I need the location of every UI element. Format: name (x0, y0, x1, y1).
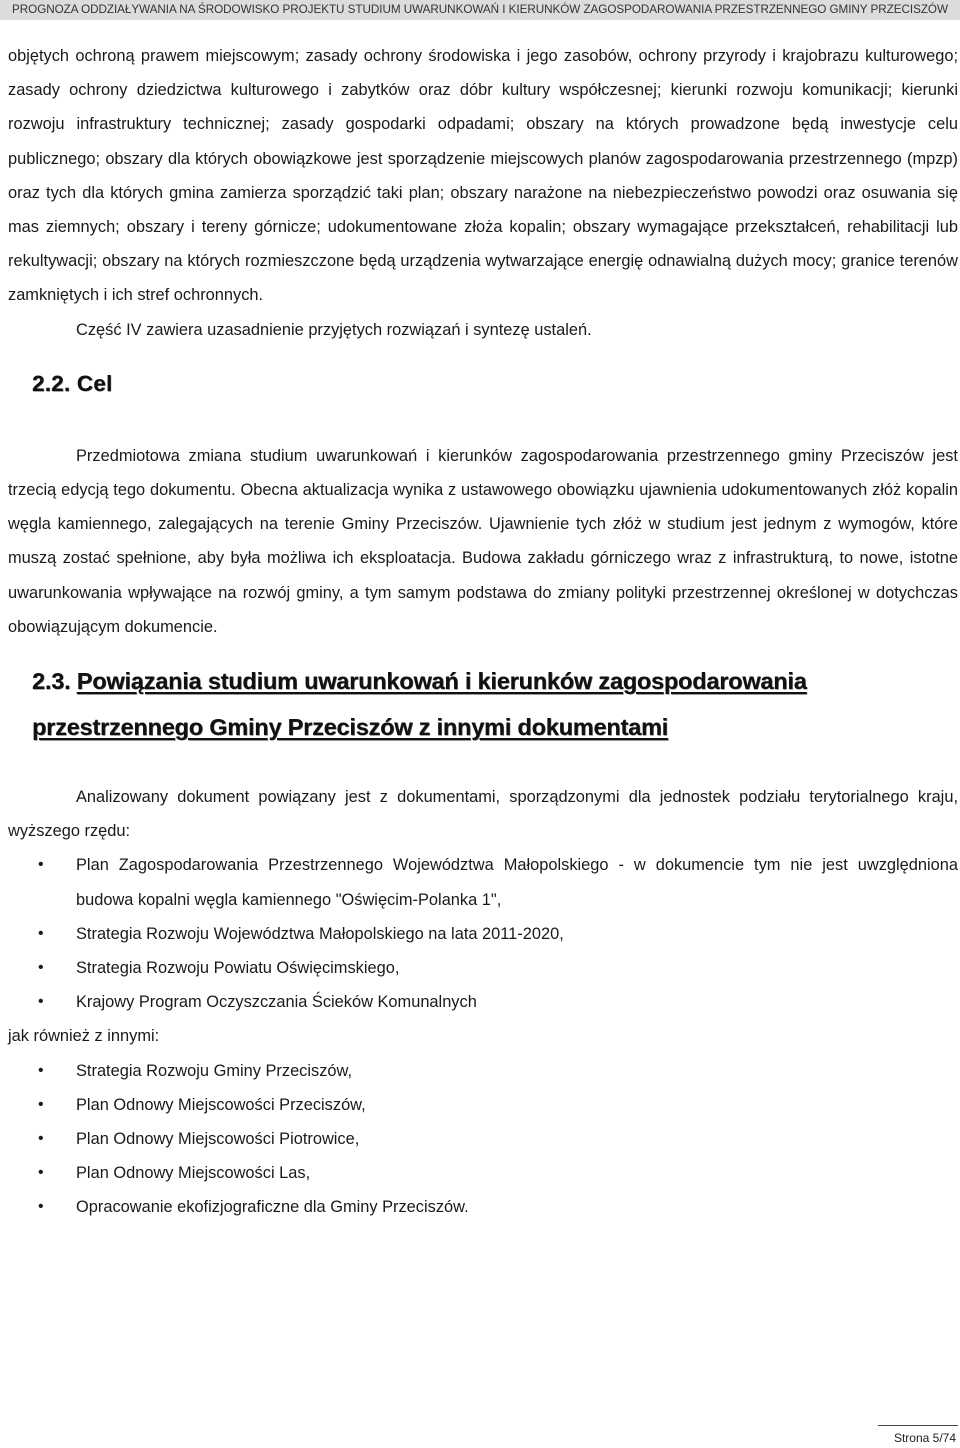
section-2-2-title: Cel (76, 370, 113, 396)
list-item-text: Plan Odnowy Miejscowości Piotrowice, (76, 1130, 360, 1149)
section-2-2-paragraph: Przedmiotowa zmiana studium uwarunkowań i kierunków zagospodarowania przestrzennego gminy Przeciszów jest trzecią edycją tego dokumentu. Obecna aktualizacja wynika z ustawowego obowiązku ujawnienia udokumentowanych złóż kopalin węgla kamiennego, zalegających na terenie Gminy Przeciszów. Ujawnienie tych złóż w studium jest jednym z wymogów, które muszą zostać spełnione, aby była możliwa ich eksploatacja. Budowa zakładu górniczego wraz z infrastrukturą, to nowe, istotne uwarunkowania wpływające na rozwój gminy, a tym samym podstawa do zmiany polityki przestrzennej określonej w dotychczas obowiązującym dokumencie. (8, 446, 958, 636)
bullet-icon: • (38, 959, 44, 977)
page-body (8, 40, 958, 1225)
list-item-text: Strategia Rozwoju Powiatu Oświęcimskiego, (76, 959, 400, 978)
list-item-text: Krajowy Program Oczyszczania Ścieków Komunalnych (76, 993, 477, 1012)
list-item-text: Strategia Rozwoju Gminy Przeciszów, (76, 1061, 353, 1080)
section-2-3-heading (8, 658, 958, 750)
other-documents-list (8, 1054, 958, 1225)
list-item (8, 917, 958, 951)
bullet-icon: • (38, 1061, 44, 1079)
section-2-3-title-line1: Powiązania studium uwarunkowań i kierunków zagospodarowania (76, 668, 807, 695)
section-2-3-number: 2.3. (32, 668, 71, 695)
list-item-text: Plan Odnowy Miejscowości Las, (76, 1164, 311, 1183)
list-item (8, 1156, 958, 1190)
footer-divider (878, 1425, 958, 1426)
list-item (8, 951, 958, 985)
intro-paragraph: objętych ochroną prawem miejscowym; zasady ochrony środowiska i jego zasobów, ochrony przyrody i krajobrazu kulturowego; zasady ochrony dziedzictwa kulturowego i zabytków oraz dóbr kultury współczesnej; kierunki rozwoju komunikacji; kierunki rozwoju infrastruktury technicznej; zasady gospodarki odpadami; obszary na których prowadzone będą inwestycje celu publicznego; obszary dla których obowiązkowe jest sporządzenie miejscowych planów zagospodarowania przestrzennego (mpzp) oraz tych dla których gmina zamierza sporządzić taki plan; obszary narażone na niebezpieczeństwo powodzi oraz osuwania się mas ziemnych; obszary i tereny górnicze; udokumentowane złoża kopalin; obszary wymagające przekształceń, rehabilitacji lub rekultywacji; obszary na których rozmieszczone będą urządzenia wytwarzające energię odnawialną dużych mocy; granice terenów zamkniętych i ich stref ochronnych. (8, 47, 958, 305)
list-item (8, 1088, 958, 1122)
section-2-2-number: 2.2. (32, 370, 71, 396)
list-item-text: Plan Zagospodarowania Przestrzennego Województwa Małopolskiego - w dokumencie tym nie jest uwzględniona budowa kopalni węgla kamiennego "Oświęcim-Polanka 1", (76, 856, 958, 909)
bullet-icon: • (38, 993, 44, 1011)
page-number: Strona 5/74 (893, 1431, 956, 1445)
higher-level-documents-list (8, 848, 958, 1019)
bullet-icon: • (38, 856, 44, 874)
section-2-3-paragraph: Analizowany dokument powiązany jest z dokumentami, sporządzonymi dla jednostek podziału terytorialnego kraju, wyższego rzędu: (8, 788, 958, 841)
list-item-text: Plan Odnowy Miejscowości Przeciszów, (76, 1095, 366, 1114)
section-2-2-heading (8, 367, 958, 401)
part-iv-paragraph: Część IV zawiera uzasadnienie przyjętych rozwiązań i syntezę ustaleń. (76, 320, 592, 339)
list-item (8, 848, 958, 916)
list-item (8, 1122, 958, 1156)
also-with-others: jak również z innymi: (8, 1027, 160, 1046)
document-header-title: PROGNOZA ODDZIAŁYWANIA NA ŚRODOWISKO PROJEKTU STUDIUM UWARUNKOWAŃ I KIERUNKÓW ZAGOSPODAROWANIA PRZESTRZENNEGO GMINY PRZECISZÓW (12, 3, 948, 16)
bullet-icon: • (38, 1198, 44, 1216)
list-item-text: Opracowanie ekofizjograficzne dla Gminy Przeciszów. (76, 1198, 469, 1217)
bullet-icon: • (38, 1130, 44, 1148)
list-item (8, 1190, 958, 1224)
bullet-icon: • (38, 1164, 44, 1182)
list-item (8, 1054, 958, 1088)
list-item-text: Strategia Rozwoju Województwa Małopolskiego na lata 2011-2020, (76, 924, 564, 943)
bullet-icon: • (38, 1095, 44, 1113)
list-item (8, 985, 958, 1019)
bullet-icon: • (38, 924, 44, 942)
section-2-3-title-line2: przestrzennego Gminy Przeciszów z innymi dokumentami (32, 714, 668, 741)
